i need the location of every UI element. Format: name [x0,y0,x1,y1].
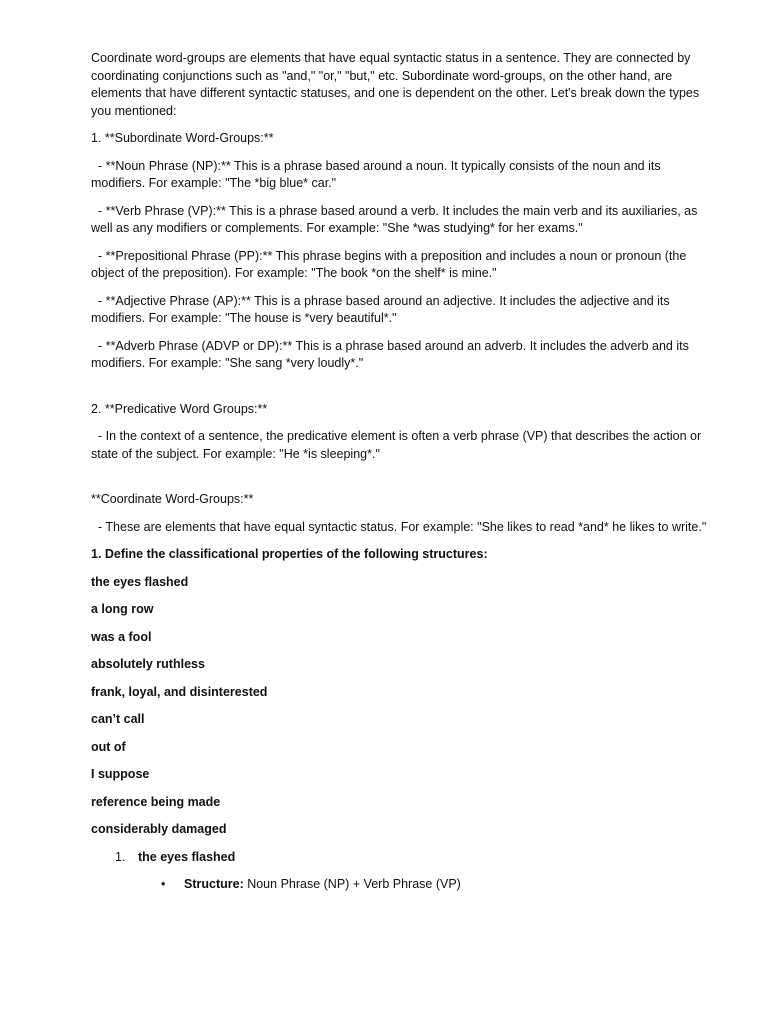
spacer [91,383,717,401]
answer-list [91,849,717,867]
document-page [91,50,717,894]
np-paragraph: - **Noun Phrase (NP):** This is a phrase based around a noun. It typically consists of the noun and its modifiers. For example: "The *big blue* car." [91,158,661,190]
coordinate-paragraph: - These are elements that have equal syntactic status. For example: "She likes to read *and* he likes to write." [98,519,707,534]
structure-item: the eyes flashed [91,574,189,589]
structure-item: can’t call [91,712,145,726]
vp-paragraph: - **Verb Phrase (VP):** This is a phrase based around a verb. It includes the main verb and its auxiliaries, as well as any modifiers or complements. For example: "She *was studying* for her exams." [91,203,698,235]
list-number: 1. [115,849,126,864]
structure-item: out of [91,739,126,754]
spacer [91,473,717,491]
advp-paragraph: - **Adverb Phrase (ADVP or DP):** This is a phrase based around an adverb. It includes the adverb and its modifiers. For example: "She sang *very loudly*." [91,338,689,370]
bullet-icon: • [161,877,166,891]
structure-item: was a fool [91,629,152,644]
section-heading-subordinate: 1. **Subordinate Word-Groups:** [91,131,274,145]
pp-paragraph: - **Prepositional Phrase (PP):** This phrase begins with a preposition and includes a noun or pronoun (the object of the preposition). For example: "The book *on the shelf* is mine." [91,248,687,280]
answer-list-item [91,849,717,867]
section-heading-predicative: 2. **Predicative Word Groups:** [91,401,268,416]
predicative-paragraph: - In the context of a sentence, the predicative element is often a verb phrase (VP) that describes the action or state of the subject. For example: "He *is sleeping*." [91,429,702,461]
structure-item: reference being made [91,794,221,809]
structure-label: Structure: [184,877,244,891]
structure-value: Noun Phrase (NP) + Verb Phrase (VP) [243,877,461,891]
answer-detail-item [91,876,717,894]
answer-details-list [91,876,717,894]
intro-paragraph: Coordinate word-groups are elements that have equal syntactic status in a sentence. They are connected by coordinating conjunctions such as "and," "or," "but," etc. Subordinate word-groups, on the other hand, are elements that have different syntactic statuses, and one is dependent on the other. Let's break down the types you mentioned: [91,51,700,118]
section-heading-coordinate: **Coordinate Word-Groups:** [91,492,254,506]
task-heading: 1. Define the classificational properties of the following structures: [91,547,488,561]
ap-paragraph: - **Adjective Phrase (AP):** This is a phrase based around an adjective. It includes the adjective and its modifiers. For example: "The house is *very beautiful*." [91,293,670,325]
structure-item: a long row [91,602,154,616]
structure-item: I suppose [91,767,150,781]
structure-item: considerably damaged [91,822,227,836]
structure-item: frank, loyal, and disinterested [91,684,268,699]
answer-title: the eyes flashed [138,849,236,864]
structure-item: absolutely ruthless [91,657,205,671]
